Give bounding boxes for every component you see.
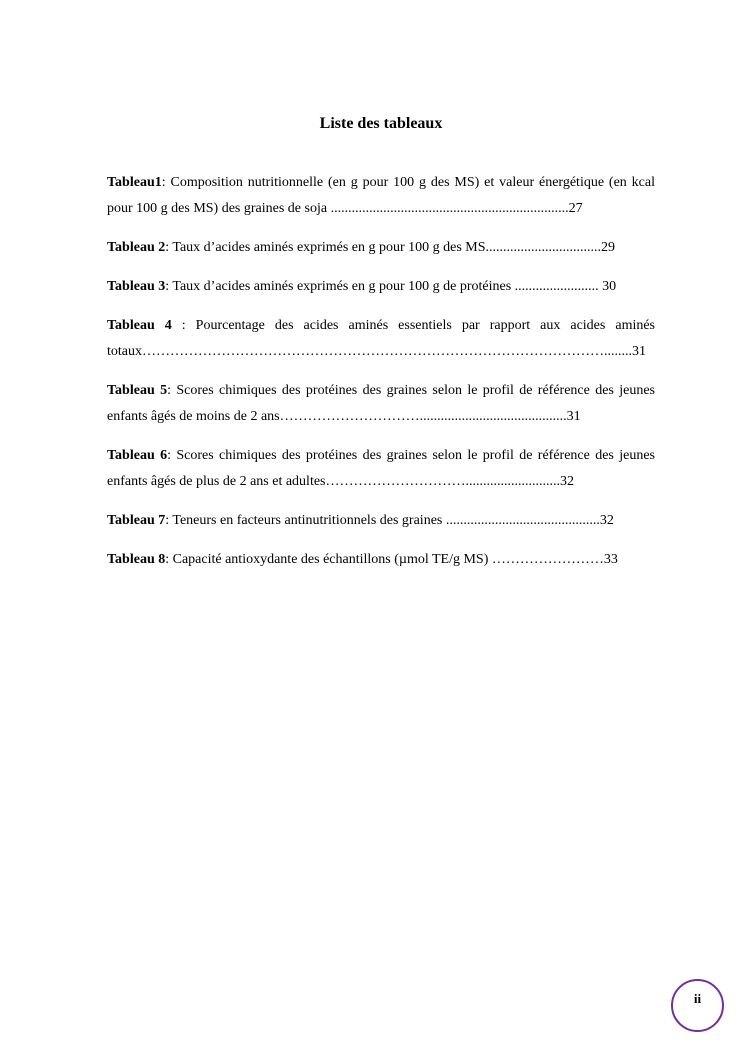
- entry-text: : Capacité antioxydante des échantillons (µmol TE/g MS) ……………………33: [165, 552, 618, 567]
- page-number-badge: [671, 979, 724, 1032]
- list-item-tableau-3: [107, 274, 655, 300]
- entry-text: : Taux d’acides aminés exprimés en g pour 100 g de protéines ........................ 30: [165, 279, 617, 294]
- list-item-tableau-1: [107, 170, 655, 222]
- entry-text: : Composition nutritionnelle (en g pour 100 g des MS) et valeur énergétique (en kcal pour 100 g des MS) des graines de soja ....................................................................27: [107, 175, 655, 216]
- entry-label: Tableau 2: [107, 240, 166, 255]
- page-number: ii: [693, 991, 702, 1006]
- entry-label: Tableau 4: [107, 318, 172, 333]
- list-item-tableau-4: [107, 313, 655, 365]
- entry-label: Tableau 6: [107, 448, 168, 463]
- entry-text: : Scores chimiques des protéines des graines selon le profil de référence des jeunes enfants âgés de plus de 2 ans et adultes…………………………...........................32: [107, 448, 655, 489]
- entry-text: : Pourcentage des acides aminés essentiels par rapport aux acides aminés totaux………………………………………………………………………………………........31: [107, 318, 656, 359]
- entry-label: Tableau 8: [107, 552, 166, 567]
- entry-text: : Teneurs en facteurs antinutritionnels des graines ............................................32: [165, 513, 614, 528]
- entry-text: : Taux d’acides aminés exprimés en g pour 100 g des MS.................................29: [165, 240, 616, 255]
- entry-text: : Scores chimiques des protéines des graines selon le profil de référence des jeunes enfants âgés de moins de 2 ans…………………………..........................................31: [107, 383, 655, 424]
- list-item-tableau-5: [107, 378, 655, 430]
- entry-label: Tableau 5: [107, 383, 168, 398]
- entry-label: Tableau 7: [107, 513, 166, 528]
- entry-label: Tableau 3: [107, 279, 166, 294]
- list-item-tableau-8: [107, 547, 655, 573]
- entry-label: Tableau1: [107, 175, 162, 190]
- list-item-tableau-7: [107, 508, 655, 534]
- table-list: [107, 170, 655, 573]
- list-item-tableau-2: [107, 235, 655, 261]
- list-item-tableau-6: [107, 443, 655, 495]
- page-title: Liste des tableaux: [319, 115, 443, 132]
